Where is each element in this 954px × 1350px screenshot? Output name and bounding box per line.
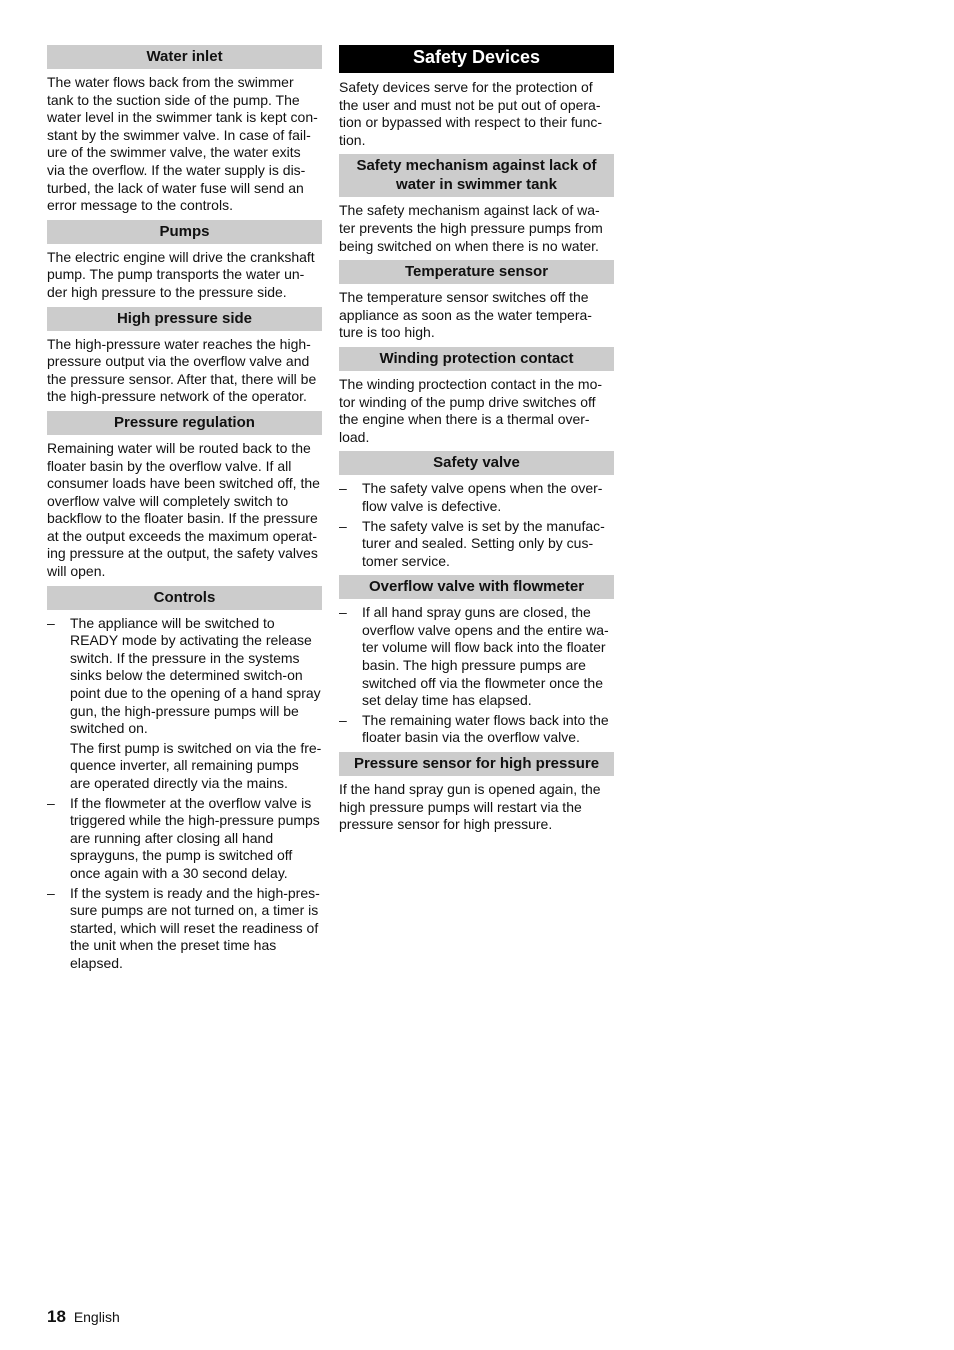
controls-list [47, 615, 322, 973]
dash-marker: – [47, 614, 55, 631]
temperature-sensor-heading: Temperature sensor [339, 260, 614, 284]
pumps-text: The electric engine will drive the crankshaft pump. The pump transports the water un-der high pressure to the pressure side. [47, 248, 315, 300]
list-item-text: The remaining water flows back into the floater basin via the overflow valve. [362, 711, 609, 746]
pressure-sensor-text: If the hand spray gun is opened again, the high pressure pumps will restart via the pressure sensor for high pressure. [339, 781, 601, 833]
page-footer [47, 1307, 120, 1327]
list-item-text: The appliance will be switched to READY mode by activating the release switch. If the pressure in the systems sinks below the determined switch-on point due to the opening of a hand spray gun, the high-pressure pumps will be switched on. [70, 614, 321, 737]
left-column [47, 45, 322, 978]
winding-protection-heading: Winding protection contact [339, 347, 614, 371]
water-inlet-heading: Water inlet [47, 45, 322, 69]
list-item [47, 795, 322, 883]
page-title: Safety Devices [339, 45, 614, 73]
safety-valve-heading: Safety valve [339, 451, 614, 475]
dash-marker: – [339, 711, 347, 728]
list-item [47, 615, 322, 793]
list-item-text: If the flowmeter at the overflow valve is triggered while the high-pressure pumps are running after closing all hand sprayguns, the pump is switched off once again with a 30 second delay. [70, 794, 320, 881]
list-item [339, 518, 614, 571]
controls-heading: Controls [47, 586, 322, 610]
safety-intro-text: Safety devices serve for the protection of the user and must not be put out of opera-tion or bypassed with respect to their func-tion. [339, 79, 603, 148]
list-item [47, 885, 322, 973]
page-number: 18 [47, 1307, 66, 1326]
high-pressure-side-heading: High pressure side [47, 307, 322, 331]
list-item-text: The safety valve is set by the manufac-turer and sealed. Setting only by cus-tomer service. [362, 517, 605, 569]
overflow-valve-list [339, 604, 614, 747]
high-pressure-side-text: The high-pressure water reaches the high-pressure output via the overflow valve and the pressure sensor. After that, there will be the high-pressure network of the operator. [47, 335, 317, 405]
water-inlet-text: The water flows back from the swimmer tank to the suction side of the pump. The water level in the swimmer tank is kept con-stant by the swimmer valve. In case of fail-ure of the swimmer valve, the water exits via the overflow. If the water supply is dis-turbed, the lack of water fuse will send an error message to the controls. [47, 74, 318, 214]
pressure-regulation-heading: Pressure regulation [47, 411, 322, 435]
footer-language: English [73, 1309, 120, 1325]
dash-marker: – [47, 884, 55, 901]
dash-marker: – [47, 794, 55, 811]
winding-protection-text: The winding proctection contact in the mo-tor winding of the pump drive switches off the engine when there is a thermal over-load. [339, 375, 603, 445]
list-item-text: If all hand spray guns are closed, the overflow valve opens and the entire wa-ter volume will flow back into the floater basin. The high pressure pumps are switched off via the flowmeter once the set delay time has elapsed. [362, 604, 609, 709]
safety-valve-list [339, 480, 614, 570]
list-item [339, 604, 614, 710]
pumps-heading: Pumps [47, 220, 322, 244]
pressure-regulation-text: Remaining water will be routed back to the floater basin by the overflow valve. If all consumer loads have been switched off, the overflow valve will completely switch to backflow to the floater basin. If the pressure at the output exceeds the maximum operat-ing pressure at the output, the safety valves will open. [47, 439, 320, 580]
lack-of-water-heading: Safety mechanism against lack of water in swimmer tank [339, 154, 614, 197]
dash-marker: – [339, 517, 347, 534]
right-column [339, 45, 614, 839]
list-item-text: The safety valve opens when the over-flow valve is defective. [362, 480, 603, 514]
dash-marker: – [339, 604, 347, 621]
dash-marker: – [339, 480, 347, 497]
pressure-sensor-heading: Pressure sensor for high pressure [339, 752, 614, 776]
overflow-valve-heading: Overflow valve with flowmeter [339, 575, 614, 599]
lack-of-water-text: The safety mechanism against lack of wa-ter prevents the high pressure pumps from being switched on when there is no water. [339, 202, 603, 254]
list-item-continuation: The first pump is switched on via the fre-quence inverter, all remaining pumps are operated directly via the mains. [70, 739, 322, 791]
list-item [339, 480, 614, 515]
temperature-sensor-text: The temperature sensor switches off the appliance as soon as the water tempera-ture is too high. [339, 289, 592, 341]
list-item-text: If the system is ready and the high-pres-sure pumps are not turned on, a timer is started, which will reset the readiness of the unit when the preset time has elapsed. [70, 884, 320, 971]
list-item [339, 712, 614, 747]
